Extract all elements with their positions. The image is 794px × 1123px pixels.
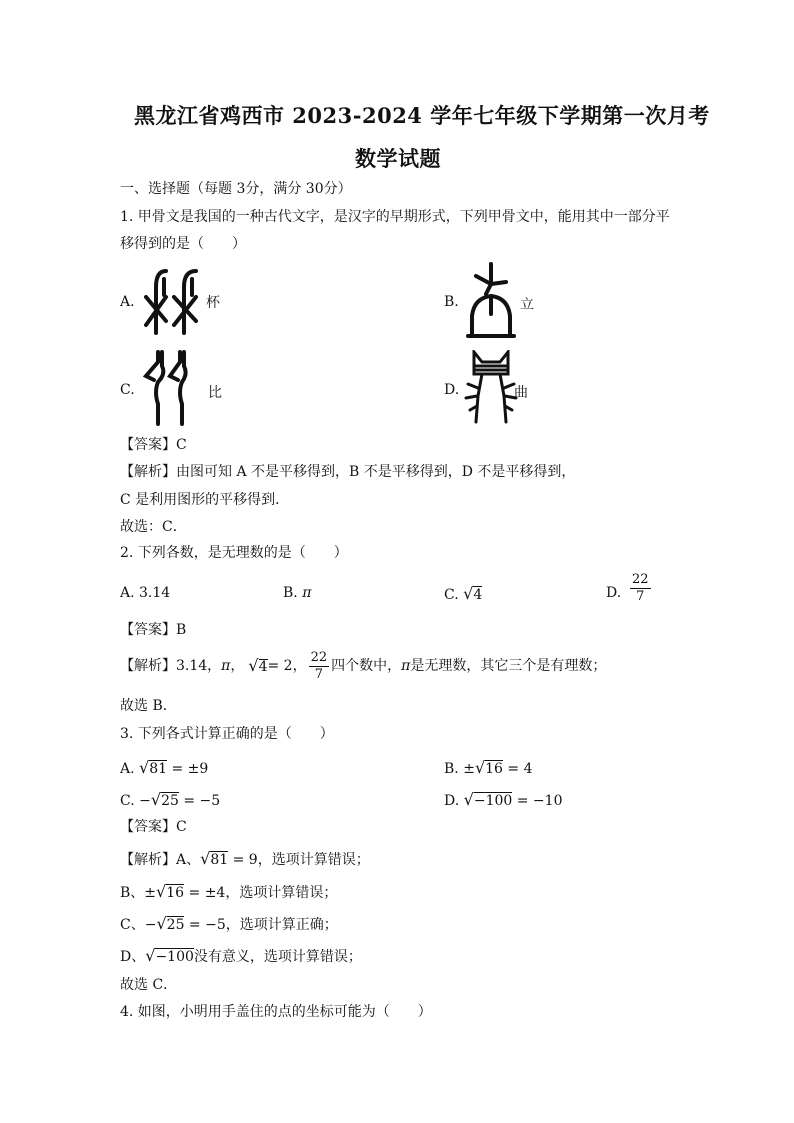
- option-key: C.: [120, 793, 135, 809]
- option-key: C.: [444, 587, 459, 603]
- denominator: 7: [636, 588, 645, 604]
- analysis-text: = −5，选项计算正确；: [184, 917, 338, 933]
- expr-prefix: ±: [463, 761, 475, 777]
- radicand: 16: [166, 885, 185, 901]
- analysis-prefix: B、±: [120, 885, 157, 901]
- q2-option-a: A. 3.14: [120, 585, 171, 601]
- q3-analysis-d: [120, 948, 362, 964]
- q1-analysis-line1: [120, 465, 575, 479]
- q3-analysis-a: [120, 851, 370, 867]
- q3-option-b: [444, 760, 533, 776]
- q1-option-a-char: 杯: [206, 295, 220, 311]
- analysis-text: = ±4，选项计算错误；: [184, 885, 338, 901]
- q3-stem: 3. 下列各式计算正确的是（ ）: [120, 726, 334, 742]
- radicand: 81: [210, 852, 229, 868]
- oracle-qu-glyph: [462, 350, 522, 426]
- q1-option-d-char: 曲: [514, 385, 528, 401]
- radicand: 25: [161, 793, 179, 809]
- expr-rest: = 4: [502, 761, 533, 777]
- page-subtitle: 数学试题: [355, 146, 441, 171]
- pi-symbol: π: [221, 658, 231, 675]
- q3-analysis-c: [120, 916, 338, 932]
- analysis-prefix: C、−: [120, 917, 157, 933]
- numerator: 22: [632, 572, 649, 587]
- q2-stem: 2. 下列各数，是无理数的是（ ）: [120, 545, 348, 561]
- option-key: B.: [444, 761, 459, 777]
- oracle-bi-glyph: [140, 348, 200, 426]
- oracle-bei-glyph: [140, 265, 206, 337]
- radicand: 4: [258, 658, 268, 675]
- analysis-text: 是无理数，其它三个是有理数；: [410, 658, 607, 675]
- q1-option-c-char: 比: [208, 385, 222, 401]
- expr-rest: = −5: [178, 793, 221, 809]
- q1-option-b-char: 立: [520, 297, 534, 313]
- q2-option-c: [444, 586, 482, 602]
- analysis-text: 四个数中，: [331, 658, 402, 675]
- radicand: 16: [485, 761, 503, 777]
- radicand: 4: [473, 587, 483, 603]
- q2-option-d-key: D.: [606, 585, 622, 601]
- sqrt-sign: √: [139, 758, 150, 777]
- pi-symbol: π: [302, 585, 312, 601]
- q1-stem-line2: 移得到的是（ ）: [120, 236, 246, 252]
- analysis-label: 【解析】: [120, 658, 176, 675]
- section-heading: 一、选择题（每题 3分，满分 30分）: [120, 181, 352, 197]
- oracle-li-glyph: [464, 262, 518, 342]
- analysis-fraction: [309, 650, 330, 682]
- expr-rest: = ±9: [167, 761, 209, 777]
- sqrt-sign: √: [156, 882, 167, 901]
- radicand: −100: [155, 949, 194, 965]
- q3-analysis-b: [120, 884, 337, 900]
- q1-stem-line1: 1. 甲骨文是我国的一种古代文字，是汉字的早期形式，下列甲骨文中，能用其中一部分平: [120, 209, 670, 225]
- sqrt-sign: √: [248, 656, 259, 676]
- q2-option-b: [283, 586, 311, 600]
- option-key: D.: [444, 793, 460, 809]
- q2-conclusion: 故选 B．: [120, 698, 177, 714]
- q2-answer: 【答案】B: [120, 622, 187, 638]
- q2-option-d-fraction: [630, 572, 651, 604]
- sqrt-sign: √: [463, 584, 474, 603]
- page-title: 黑龙江省鸡西市 2023-2024 学年七年级下学期第一次月考: [134, 103, 710, 128]
- q1-option-a-key: A.: [120, 294, 135, 310]
- q3-answer: 【答案】C: [120, 819, 187, 835]
- analysis-prefix: 【解析】A、: [120, 852, 201, 868]
- radicand: 25: [166, 917, 185, 933]
- q3-option-a: [120, 760, 208, 776]
- sqrt-sign: √: [463, 790, 474, 809]
- pi-symbol: π: [401, 658, 411, 675]
- denominator: 7: [314, 666, 323, 682]
- analysis-text: 由图可知 A 不是平移得到，B 不是平移得到，D 不是平移得到，: [176, 464, 576, 480]
- q1-answer: 【答案】C: [120, 437, 187, 453]
- analysis-text: ，: [230, 658, 245, 675]
- q1-analysis-line2: C 是利用图形的平移得到．: [120, 492, 290, 508]
- sqrt-sign: √: [474, 758, 486, 777]
- expr-prefix: −: [139, 793, 151, 809]
- expr-rest: = −10: [512, 793, 563, 809]
- analysis-text: 3.14，: [176, 658, 222, 675]
- numerator: 22: [310, 650, 328, 665]
- q1-conclusion: 故选：C．: [120, 519, 187, 535]
- q3-option-c: [120, 792, 220, 808]
- q1-option-c-key: C.: [120, 382, 135, 398]
- analysis-text: = 9，选项计算错误；: [228, 852, 370, 868]
- analysis-text: = 2，: [267, 658, 307, 675]
- q1-option-d-key: D.: [444, 382, 460, 398]
- q1-option-b-key: B.: [444, 294, 459, 310]
- q3-conclusion: 故选 C．: [120, 977, 178, 993]
- sqrt-sign: √: [145, 946, 156, 965]
- option-key: A.: [120, 761, 135, 777]
- analysis-label: 【解析】: [120, 464, 176, 480]
- analysis-text: 没有意义，选项计算错误；: [193, 949, 362, 965]
- q2-analysis: [120, 650, 606, 682]
- q3-option-d: [444, 792, 562, 808]
- analysis-prefix: D、: [120, 949, 146, 965]
- sqrt-sign: √: [200, 849, 211, 868]
- radicand: 81: [149, 761, 168, 777]
- sqrt-sign: √: [156, 914, 167, 933]
- option-key: B.: [283, 585, 298, 601]
- q4-stem: 4. 如图，小明用手盖住的点的坐标可能为（ ）: [120, 1004, 432, 1020]
- sqrt-sign: √: [150, 790, 162, 809]
- radicand: −100: [473, 793, 513, 809]
